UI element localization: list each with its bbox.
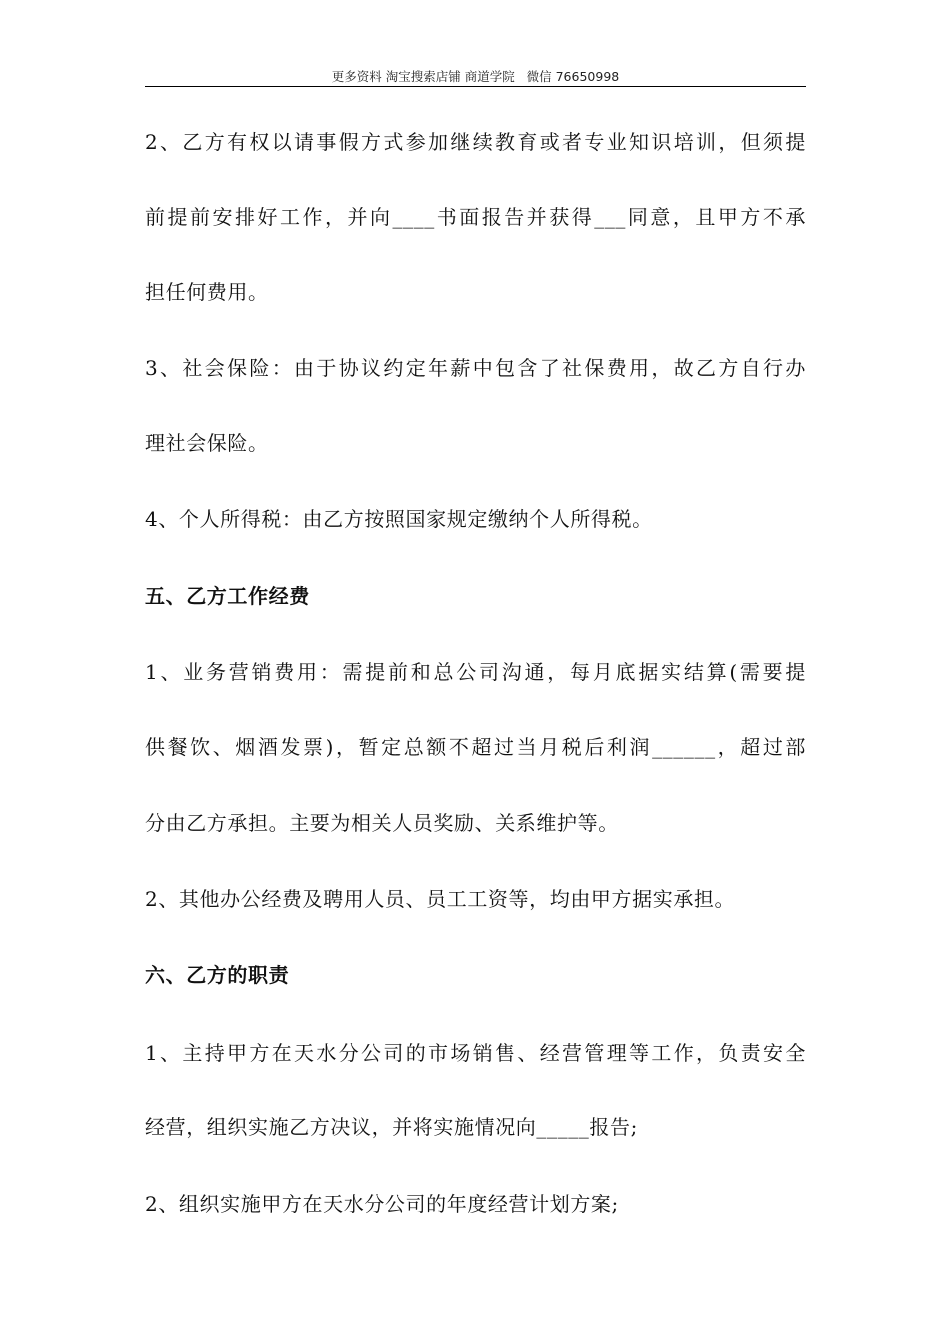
- paragraph-line: 经营，组织实施乙方决议，并将实施情况向_____报告;: [145, 1115, 638, 1139]
- page-header: [145, 66, 806, 87]
- paragraph-line: 2、乙方有权以请事假方式参加继续教育或者专业知识培训，但须提: [145, 130, 806, 154]
- section-heading: 六、乙方的职责: [145, 963, 290, 987]
- paragraph-line: 4、个人所得税：由乙方按照国家规定缴纳个人所得税。: [145, 507, 653, 531]
- paragraph-line: 3、社会保险：由于协议约定年薪中包含了社保费用，故乙方自行办: [145, 356, 806, 380]
- paragraph-line: 担任何费用。: [145, 280, 269, 304]
- paragraph-line: 理社会保险。: [145, 431, 269, 455]
- paragraph-line: 1、业务营销费用：需提前和总公司沟通，每月底据实结算(需要提: [145, 660, 806, 684]
- paragraph-line: 1、主持甲方在天水分公司的市场销售、经营管理等工作，负责安全: [145, 1041, 806, 1065]
- header-text: 更多资料 淘宝搜索店铺 商道学院 微信 76650998: [331, 69, 620, 84]
- paragraph-line: 分由乙方承担。主要为相关人员奖励、关系维护等。: [145, 811, 619, 835]
- paragraph-line: 2、组织实施甲方在天水分公司的年度经营计划方案;: [145, 1192, 619, 1216]
- paragraph-line: 前提前安排好工作，并向____书面报告并获得___同意，且甲方不承: [145, 205, 806, 229]
- section-heading: 五、乙方工作经费: [145, 584, 310, 608]
- paragraph-line: 供餐饮、烟酒发票)，暂定总额不超过当月税后利润______，超过部: [145, 735, 806, 759]
- paragraph-line: 2、其他办公经费及聘用人员、员工工资等，均由甲方据实承担。: [145, 887, 736, 911]
